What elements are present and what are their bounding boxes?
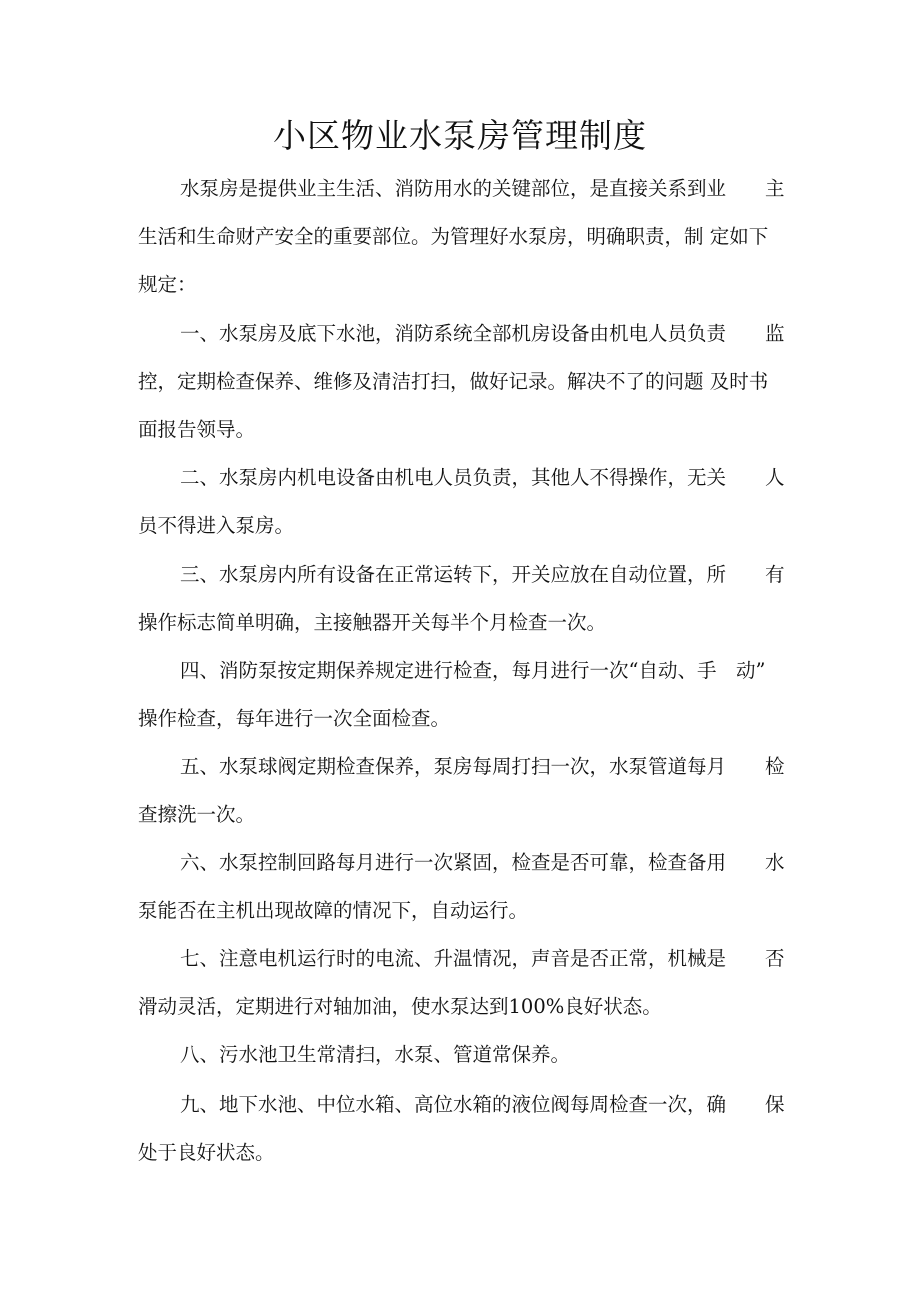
paragraph-line: 四、消防泵按定期保养规定进行检查，每月进行一次“自动、手 动” bbox=[180, 659, 766, 682]
paragraph-line: 一、水泵房及底下水池，消防系统全部机房设备由机电人员负责 监 bbox=[180, 322, 785, 345]
paragraph-line: 八、污水池卫生常清扫，水泵、管道常保养。 bbox=[180, 1043, 571, 1066]
paragraph-line: 生活和生命财产安全的重要部位。为管理好水泵房，明确职责，制 定如下 bbox=[138, 225, 769, 248]
paragraph-line: 操作标志简单明确，主接触器开关每半个月检查一次。 bbox=[138, 611, 607, 634]
paragraph-item-2 bbox=[138, 454, 784, 550]
paragraph-item-7 bbox=[138, 935, 784, 1031]
paragraph-line: 六、水泵控制回路每月进行一次紧固，检查是否可靠，检查备用 水 bbox=[180, 851, 785, 874]
paragraph-line: 五、水泵球阀定期检查保养，泵房每周打扫一次，水泵管道每月 检 bbox=[180, 755, 785, 778]
paragraph-line: 员不得进入泵房。 bbox=[138, 514, 295, 537]
paragraph-line: 操作检查，每年进行一次全面检查。 bbox=[138, 707, 451, 730]
paragraph-line: 水泵房是提供业主生活、消防用水的关键部位，是直接关系到业 主 bbox=[180, 177, 785, 200]
paragraph-item-8 bbox=[138, 1031, 784, 1079]
document-title: 小区物业水泵房管理制度 bbox=[273, 116, 647, 155]
paragraph-line: 泵能否在主机出现故障的情况下，自动运行。 bbox=[138, 899, 529, 922]
paragraph-line: 规定： bbox=[138, 273, 197, 296]
paragraph-line: 面报告领导。 bbox=[138, 418, 256, 441]
paragraph-item-6 bbox=[138, 839, 784, 935]
paragraph-line: 三、水泵房内所有设备在正常运转下，开关应放在自动位置，所 有 bbox=[180, 563, 785, 586]
paragraph-line: 处于良好状态。 bbox=[138, 1141, 275, 1164]
paragraph-line: 滑动灵活，定期进行对轴加油，使水泵达到100%良好状态。 bbox=[138, 995, 662, 1018]
paragraph-line: 查擦洗一次。 bbox=[138, 803, 256, 826]
paragraph-line: 二、水泵房内机电设备由机电人员负责，其他人不得操作，无关 人 bbox=[180, 466, 785, 489]
paragraph-item-9 bbox=[138, 1081, 784, 1177]
paragraph-item-4 bbox=[138, 647, 784, 743]
paragraph-item-5 bbox=[138, 743, 784, 839]
paragraph-item-3 bbox=[138, 551, 784, 647]
paragraph-intro bbox=[138, 165, 784, 309]
paragraph-line: 九、地下水池、中位水箱、高位水箱的液位阀每周检查一次，确 保 bbox=[180, 1093, 785, 1116]
paragraph-item-1 bbox=[138, 310, 784, 454]
paragraph-line: 控，定期检查保养、维修及清洁打扫，做好记录。解决不了的问题 及时书 bbox=[138, 370, 769, 393]
paragraph-line: 七、注意电机运行时的电流、升温情况，声音是否正常，机械是 否 bbox=[180, 947, 785, 970]
